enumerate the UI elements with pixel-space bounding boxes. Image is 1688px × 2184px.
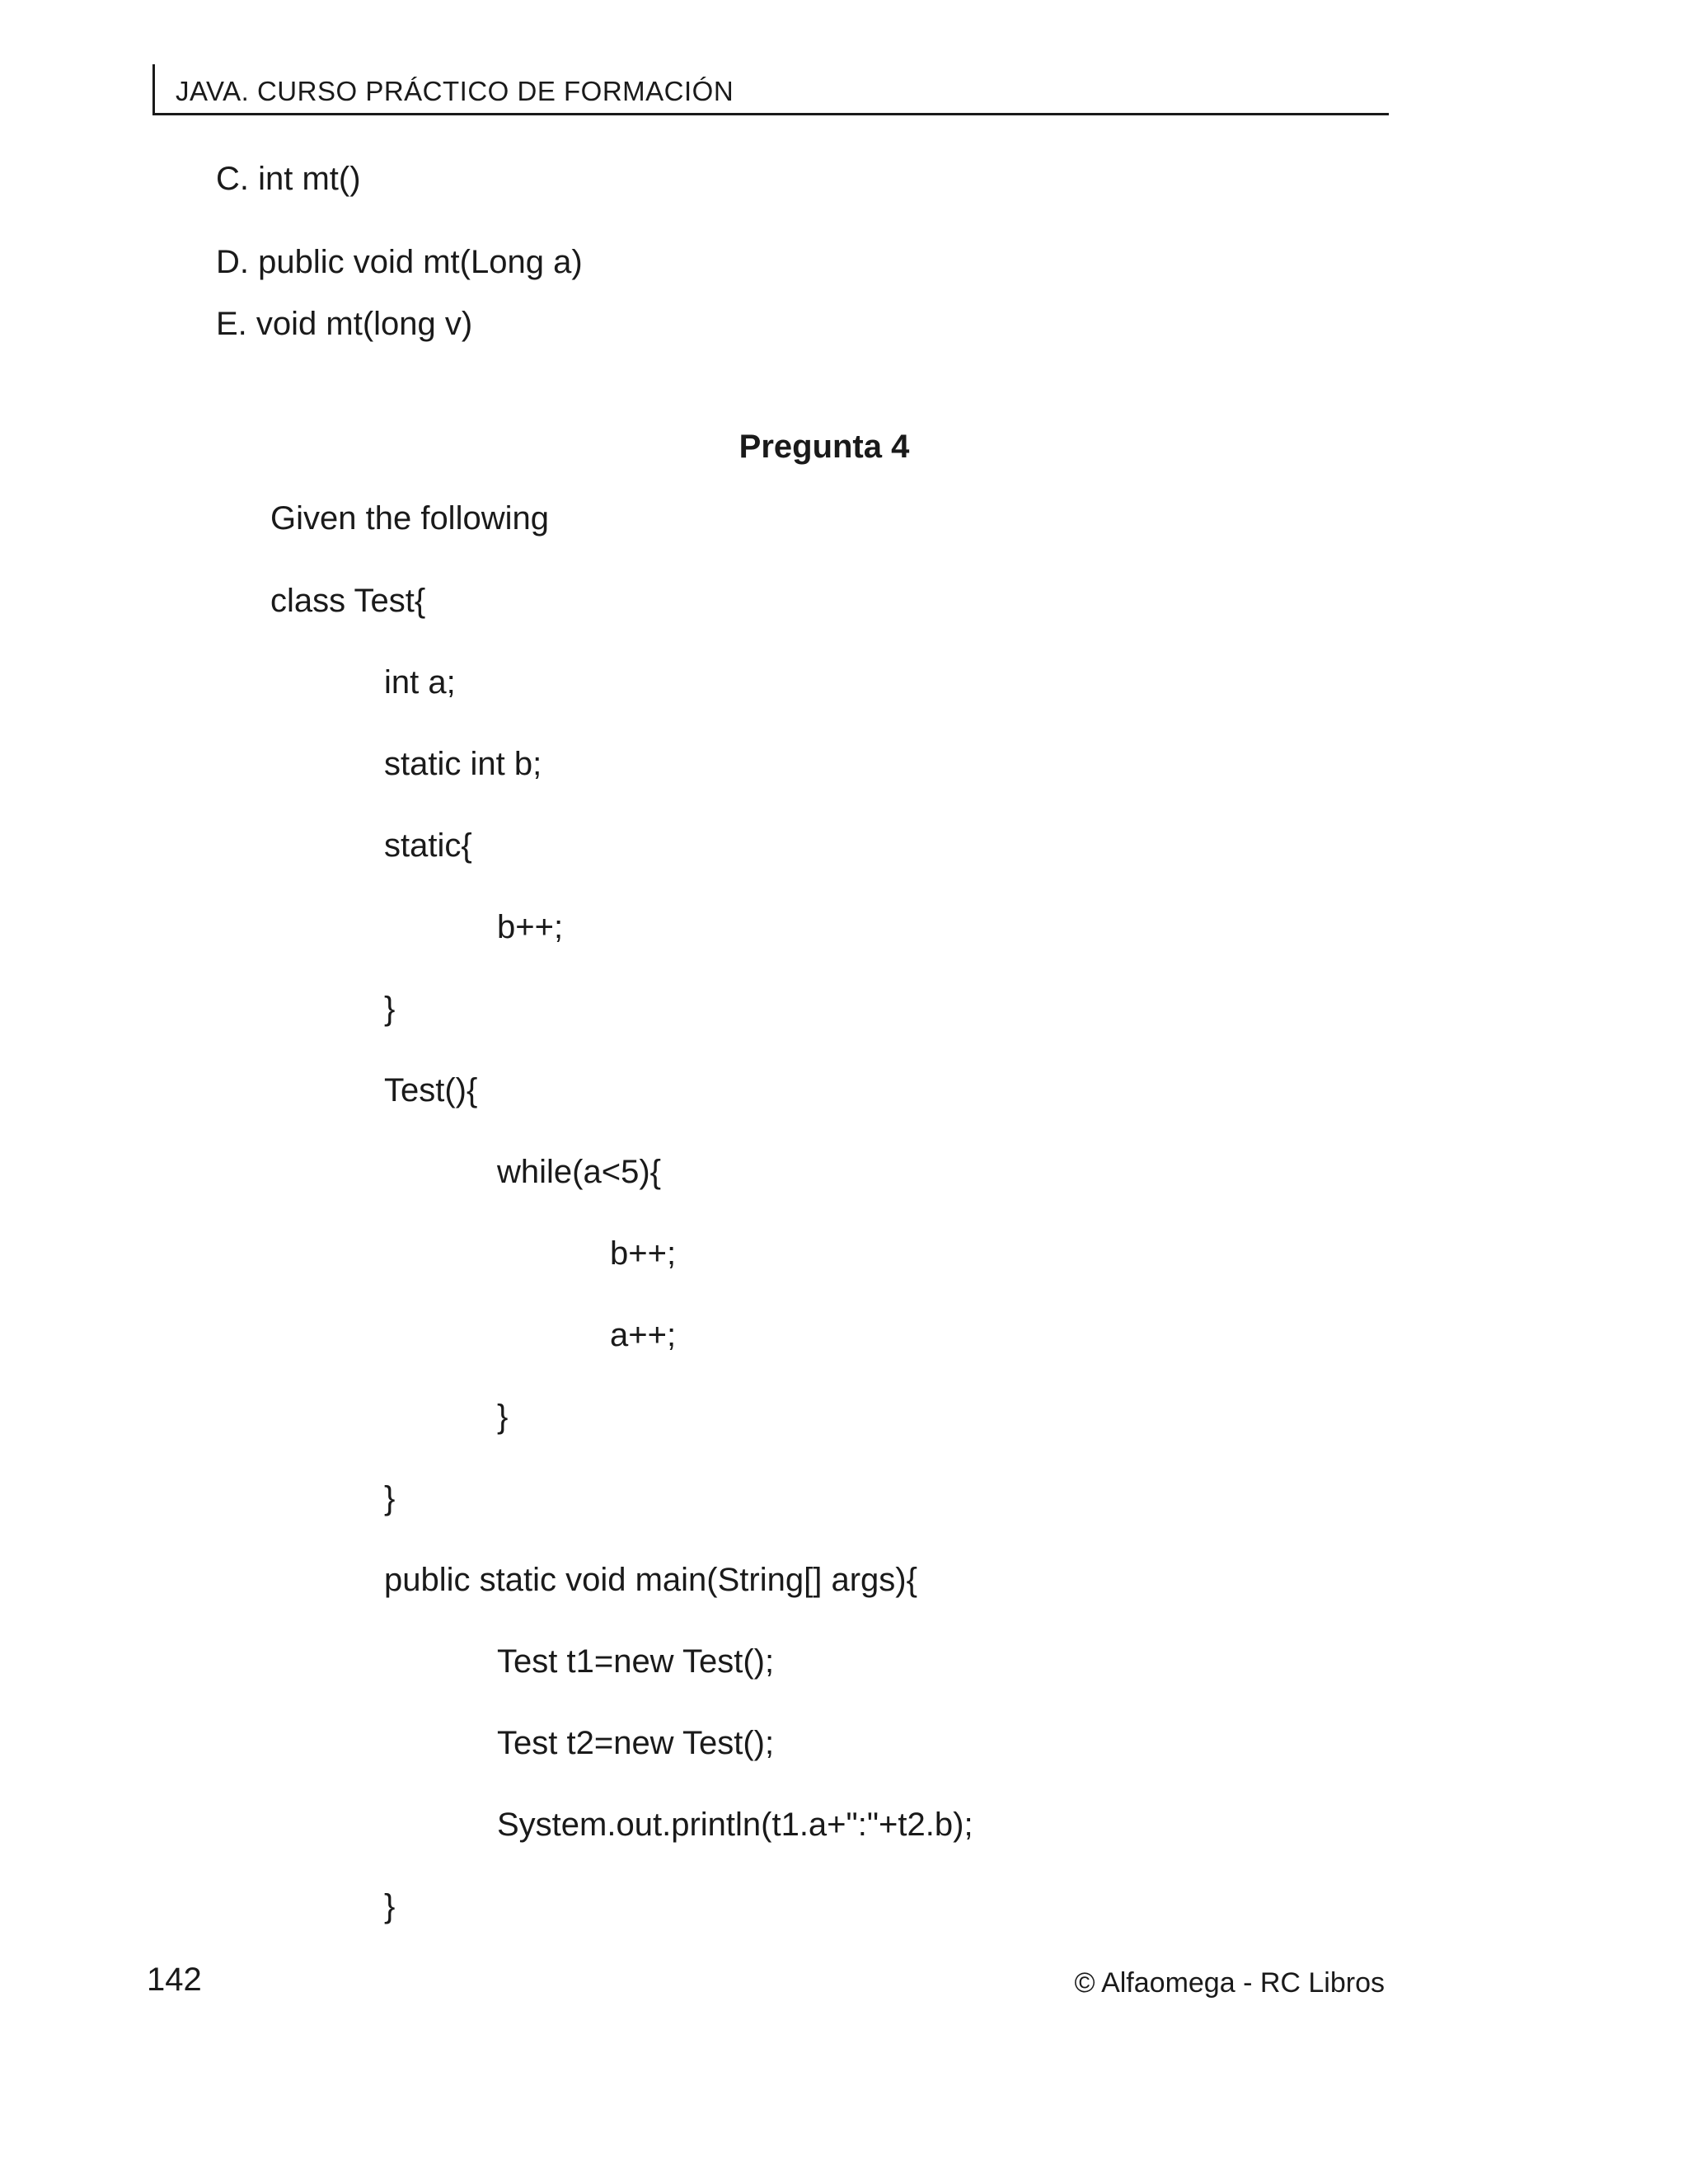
code-line: Test(){ <box>384 1072 478 1108</box>
running-header-title: JAVA. CURSO PRÁCTICO DE FORMACIÓN <box>176 76 734 106</box>
page-number: 142 <box>147 1961 202 1998</box>
code-line: } <box>497 1399 509 1435</box>
code-line: static{ <box>384 827 472 864</box>
answer-option-e: E. void mt(long v) <box>216 306 473 342</box>
code-line: a++; <box>610 1317 677 1353</box>
running-header <box>152 64 1389 115</box>
code-line: while(a<5){ <box>497 1154 662 1190</box>
code-line: int a; <box>384 664 456 701</box>
answer-option-d: D. public void mt(Long a) <box>216 244 583 280</box>
code-line: class Test{ <box>270 583 426 619</box>
code-line: Test t1=new Test(); <box>497 1643 775 1680</box>
code-line: public static void main(String[] args){ <box>384 1562 917 1598</box>
code-line: static int b; <box>384 746 542 782</box>
code-line: } <box>384 991 396 1027</box>
answer-option-c: C. int mt() <box>216 161 361 197</box>
code-line: b++; <box>610 1235 677 1272</box>
question-intro: Given the following <box>270 500 549 537</box>
code-line: } <box>384 1480 396 1516</box>
code-line: System.out.println(t1.a+":"+t2.b); <box>497 1807 973 1843</box>
code-line: b++; <box>497 909 564 945</box>
code-line: Test t2=new Test(); <box>497 1725 775 1761</box>
code-line: } <box>384 1888 396 1924</box>
question-title: Pregunta 4 <box>738 429 910 465</box>
copyright-notice: © Alfaomega - RC Libros <box>1074 1967 1385 1999</box>
